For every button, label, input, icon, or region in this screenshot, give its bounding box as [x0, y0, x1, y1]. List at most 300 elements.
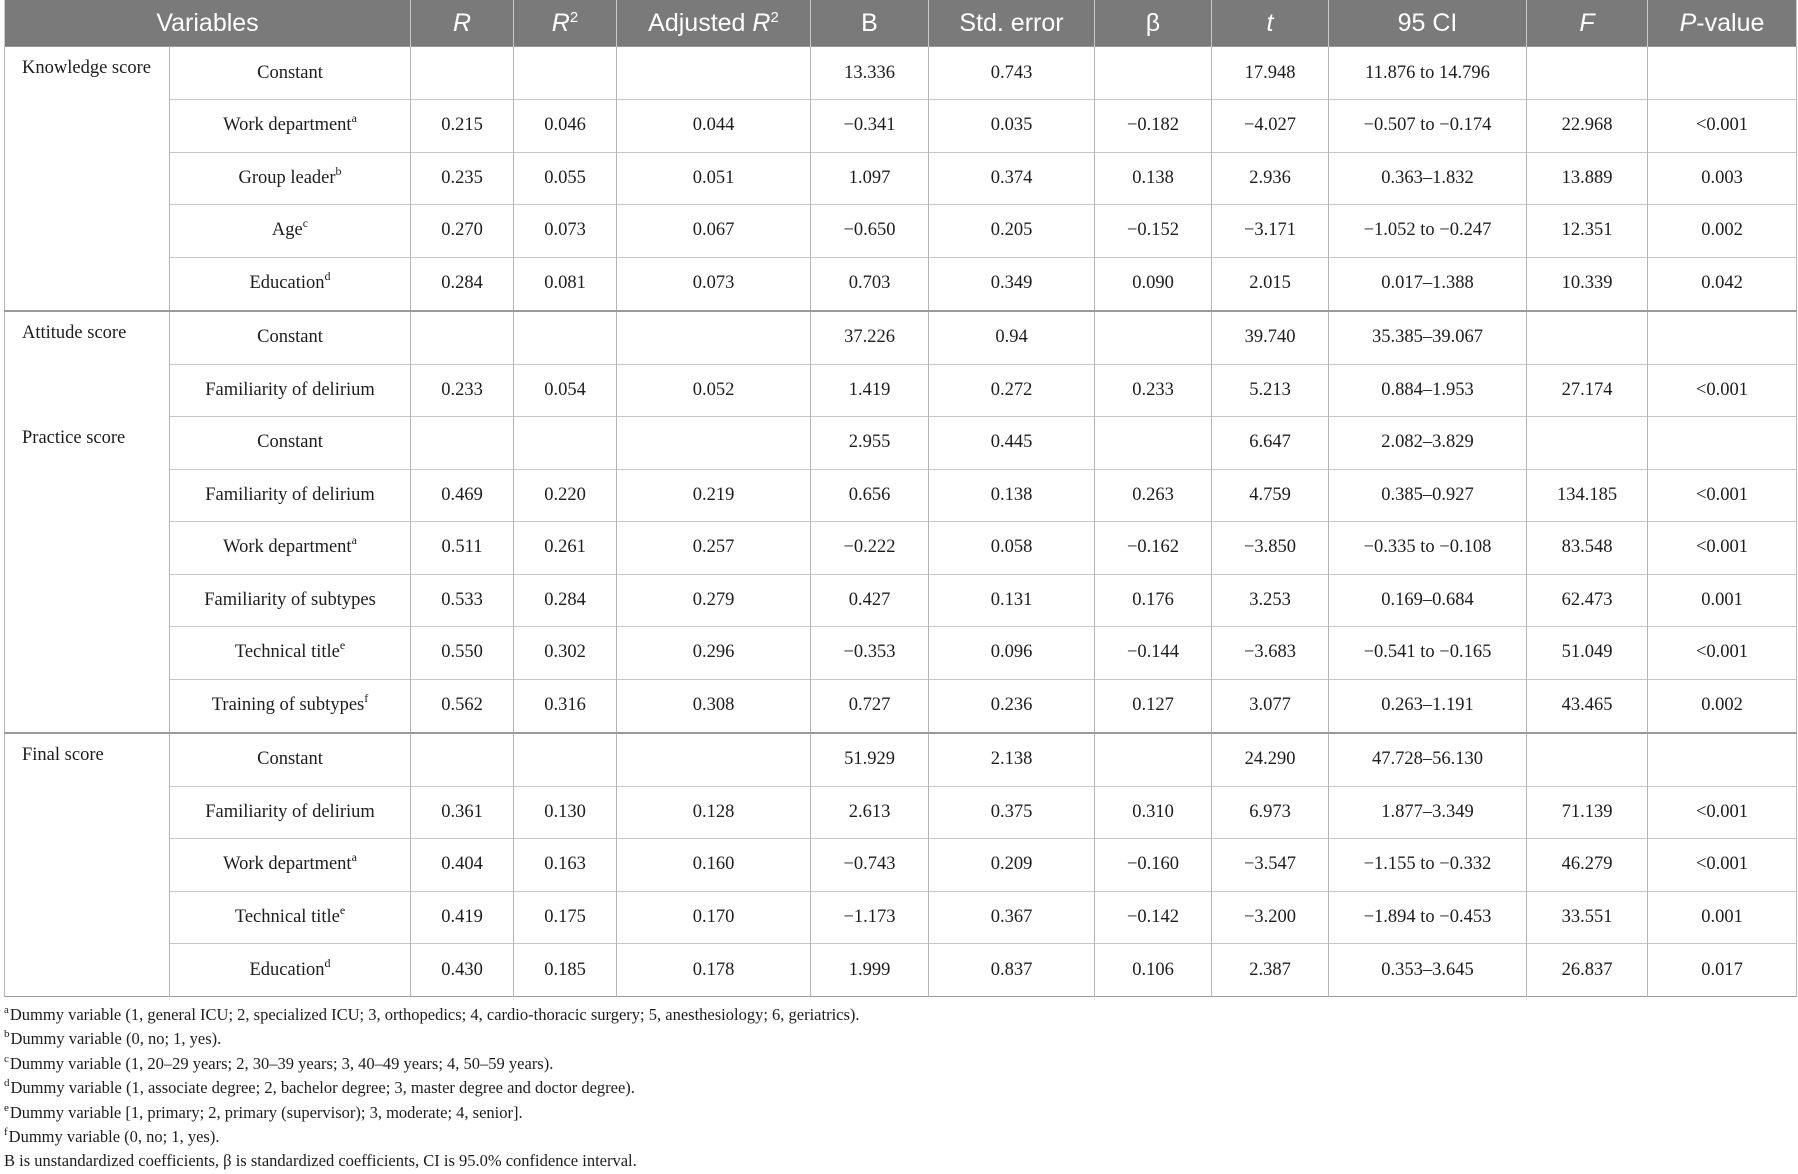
cell-r: [411, 733, 514, 787]
footnote-marker: b: [335, 163, 342, 178]
cell-se: 0.374: [929, 152, 1095, 205]
header-r-text: R: [452, 8, 472, 37]
table-row: [5, 469, 1797, 522]
cell-b: 1.419: [811, 364, 929, 417]
cell-beta: −0.162: [1095, 522, 1212, 575]
cell-r2: 0.261: [514, 522, 617, 575]
variable-name-text: Familiarity of delirium: [205, 379, 375, 400]
cell-b: 1.999: [811, 944, 929, 997]
cell-ci: 0.363–1.832: [1329, 152, 1527, 205]
cell-t: 2.015: [1212, 257, 1329, 311]
cell-se: 0.096: [929, 627, 1095, 680]
group-label: Practice score: [5, 417, 170, 470]
cell-ci: −0.541 to −0.165: [1329, 627, 1527, 680]
cell-f: 26.837: [1527, 944, 1648, 997]
cell-t: 4.759: [1212, 469, 1329, 522]
variable-name: [170, 47, 411, 100]
regression-table-container: [4, 0, 1796, 1174]
cell-adj: 0.219: [617, 469, 811, 522]
cell-r: 0.215: [411, 100, 514, 153]
footnote: [4, 1003, 1796, 1027]
cell-r2: 0.046: [514, 100, 617, 153]
variable-name-text: Work department: [223, 537, 352, 558]
cell-beta: 0.310: [1095, 786, 1212, 839]
cell-p: <0.001: [1648, 522, 1797, 575]
cell-p: 0.017: [1648, 944, 1797, 997]
variable-name: [170, 364, 411, 417]
table-row: [5, 786, 1797, 839]
cell-b: −0.743: [811, 839, 929, 892]
cell-se: 0.349: [929, 257, 1095, 311]
cell-beta: −0.152: [1095, 205, 1212, 258]
group-label: [5, 839, 170, 892]
cell-adj: 0.052: [617, 364, 811, 417]
cell-ci: −0.507 to −0.174: [1329, 100, 1527, 153]
cell-t: 3.253: [1212, 574, 1329, 627]
footnote-marker: a: [351, 533, 357, 548]
header-adjusted-r2: [617, 0, 811, 47]
cell-f: 46.279: [1527, 839, 1648, 892]
cell-r2: [514, 311, 617, 365]
cell-beta: −0.160: [1095, 839, 1212, 892]
footnote-marker: b: [4, 1028, 10, 1041]
cell-f: 22.968: [1527, 100, 1648, 153]
cell-b: −0.222: [811, 522, 929, 575]
variable-name-text: Familiarity of delirium: [205, 484, 375, 505]
variable-name-text: Work department: [223, 854, 352, 875]
cell-r: 0.361: [411, 786, 514, 839]
footnote: [4, 1101, 1796, 1125]
cell-adj: 0.178: [617, 944, 811, 997]
cell-beta: [1095, 311, 1212, 365]
cell-adj: 0.128: [617, 786, 811, 839]
cell-r: 0.469: [411, 469, 514, 522]
cell-b: −1.173: [811, 891, 929, 944]
cell-p: 0.002: [1648, 679, 1797, 733]
footnote-marker: d: [324, 269, 331, 283]
variable-name: [170, 152, 411, 205]
cell-r2: 0.073: [514, 205, 617, 258]
group-label: [5, 469, 170, 522]
cell-b: 51.929: [811, 733, 929, 787]
cell-r: 0.404: [411, 839, 514, 892]
group-label: [5, 627, 170, 680]
cell-ci: 0.385–0.927: [1329, 469, 1527, 522]
cell-f: 33.551: [1527, 891, 1648, 944]
cell-p: [1648, 417, 1797, 470]
cell-f: [1527, 311, 1648, 365]
cell-b: 37.226: [811, 311, 929, 365]
cell-adj: [617, 47, 811, 100]
cell-b: 2.613: [811, 786, 929, 839]
cell-ci: 0.353–3.645: [1329, 944, 1527, 997]
header-t: [1212, 0, 1329, 47]
variable-name: [170, 100, 411, 153]
table-row: [5, 679, 1797, 733]
variable-name-text: Education: [249, 273, 325, 293]
cell-f: 51.049: [1527, 627, 1648, 680]
cell-r: 0.235: [411, 152, 514, 205]
cell-f: 43.465: [1527, 679, 1648, 733]
cell-beta: 0.233: [1095, 364, 1212, 417]
variable-name-text: Work department: [223, 115, 352, 136]
table-row: [5, 311, 1797, 365]
cell-ci: 0.169–0.684: [1329, 574, 1527, 627]
footnote-text: Dummy variable (1, associate degree; 2, bachelor degree; 3, master degree and doctor degree).: [10, 1078, 635, 1098]
header-f-text: F: [1579, 8, 1595, 37]
cell-ci: 11.876 to 14.796: [1329, 47, 1527, 100]
cell-ci: −1.894 to −0.453: [1329, 891, 1527, 944]
footnote: [4, 1149, 1796, 1173]
footnote-marker: a: [4, 1004, 9, 1016]
cell-f: 71.139: [1527, 786, 1648, 839]
variable-name: [170, 522, 411, 575]
cell-t: 24.290: [1212, 733, 1329, 787]
cell-ci: 2.082–3.829: [1329, 417, 1527, 470]
header-adj-prefix: Adjusted: [648, 8, 753, 37]
cell-t: −3.171: [1212, 205, 1329, 258]
cell-t: −4.027: [1212, 100, 1329, 153]
cell-r2: 0.163: [514, 839, 617, 892]
table-row: [5, 944, 1797, 997]
group-label: [5, 944, 170, 997]
cell-p: [1648, 311, 1797, 365]
footnote: [4, 1076, 1796, 1100]
cell-r: 0.533: [411, 574, 514, 627]
cell-r: [411, 311, 514, 365]
cell-b: −0.341: [811, 100, 929, 153]
cell-adj: 0.051: [617, 152, 811, 205]
header-r2-sup: 2: [569, 8, 579, 26]
regression-table: [4, 0, 1797, 997]
cell-r2: 0.130: [514, 786, 617, 839]
group-label: [5, 257, 170, 311]
cell-f: [1527, 47, 1648, 100]
header-p-rest: -value: [1696, 8, 1765, 37]
variable-name-text: Technical title: [234, 642, 340, 663]
variable-name-text: Constant: [257, 62, 323, 83]
cell-adj: 0.279: [617, 574, 811, 627]
table-header-row: [5, 0, 1797, 47]
cell-p: 0.042: [1648, 257, 1797, 311]
cell-se: 0.131: [929, 574, 1095, 627]
cell-se: 0.209: [929, 839, 1095, 892]
cell-b: −0.650: [811, 205, 929, 258]
footnote-marker: a: [351, 850, 357, 865]
cell-t: −3.683: [1212, 627, 1329, 680]
table-row: [5, 100, 1797, 153]
variable-name-text: Technical title: [234, 906, 340, 927]
cell-r: 0.284: [411, 257, 514, 311]
variable-name: [170, 574, 411, 627]
footnote-marker: f: [4, 1125, 8, 1138]
cell-ci: 35.385–39.067: [1329, 311, 1527, 365]
cell-se: 0.445: [929, 417, 1095, 470]
table-row: [5, 47, 1797, 100]
footnote-marker: e: [339, 902, 346, 917]
group-label: [5, 522, 170, 575]
cell-b: 2.955: [811, 417, 929, 470]
cell-f: [1527, 733, 1648, 787]
cell-r2: 0.081: [514, 257, 617, 311]
cell-adj: 0.067: [617, 205, 811, 258]
cell-se: 0.058: [929, 522, 1095, 575]
variable-name: [170, 944, 411, 997]
cell-f: 27.174: [1527, 364, 1648, 417]
cell-se: 0.367: [929, 891, 1095, 944]
cell-t: 17.948: [1212, 47, 1329, 100]
group-label: Knowledge score: [5, 47, 170, 100]
cell-r: 0.430: [411, 944, 514, 997]
header-beta: β: [1095, 0, 1212, 47]
cell-p: <0.001: [1648, 100, 1797, 153]
cell-b: 0.656: [811, 469, 929, 522]
cell-r2: 0.185: [514, 944, 617, 997]
cell-r2: [514, 733, 617, 787]
footnote-marker: a: [351, 111, 357, 126]
footnote-marker: e: [4, 1101, 9, 1114]
cell-r: 0.270: [411, 205, 514, 258]
variable-name: [170, 733, 411, 787]
header-p-value: [1648, 0, 1797, 47]
table-row: [5, 839, 1797, 892]
table-row: [5, 364, 1797, 417]
cell-b: 0.727: [811, 679, 929, 733]
cell-p: 0.001: [1648, 891, 1797, 944]
header-r2-base: R: [551, 8, 570, 37]
cell-p: [1648, 47, 1797, 100]
cell-se: 0.272: [929, 364, 1095, 417]
group-label: Attitude score: [5, 311, 170, 365]
header-t-text: t: [1266, 8, 1274, 37]
table-row: [5, 891, 1797, 944]
footnote-marker: f: [364, 691, 369, 705]
cell-se: 0.837: [929, 944, 1095, 997]
cell-t: 3.077: [1212, 679, 1329, 733]
header-b: B: [811, 0, 929, 47]
footnote-text: Dummy variable [1, primary; 2, primary (supervisor); 3, moderate; 4, senior].: [9, 1102, 523, 1122]
cell-beta: [1095, 47, 1212, 100]
cell-f: 134.185: [1527, 469, 1648, 522]
cell-adj: 0.073: [617, 257, 811, 311]
cell-beta: 0.090: [1095, 257, 1212, 311]
cell-r: [411, 417, 514, 470]
group-label: [5, 574, 170, 627]
table-row: [5, 627, 1797, 680]
cell-t: −3.547: [1212, 839, 1329, 892]
cell-r2: 0.055: [514, 152, 617, 205]
header-std-error: Std. error: [929, 0, 1095, 47]
variable-name: [170, 417, 411, 470]
cell-p: [1648, 733, 1797, 787]
variable-name-text: Familiarity of subtypes: [204, 589, 376, 610]
cell-b: −0.353: [811, 627, 929, 680]
footnote-marker: e: [339, 638, 346, 653]
variable-name: [170, 627, 411, 680]
group-label: [5, 786, 170, 839]
table-row: [5, 257, 1797, 311]
cell-t: 39.740: [1212, 311, 1329, 365]
cell-beta: −0.144: [1095, 627, 1212, 680]
variable-name: [170, 205, 411, 258]
variable-name-text: Constant: [257, 749, 323, 769]
footnote-marker: d: [324, 955, 331, 970]
variable-name-text: Training of subtypes: [211, 695, 365, 715]
cell-se: 0.035: [929, 100, 1095, 153]
table-row: [5, 417, 1797, 470]
group-label: [5, 679, 170, 733]
table-row: [5, 522, 1797, 575]
group-label: [5, 100, 170, 153]
cell-b: 1.097: [811, 152, 929, 205]
cell-ci: −1.155 to −0.332: [1329, 839, 1527, 892]
footnote: [4, 1052, 1796, 1076]
cell-r: 0.511: [411, 522, 514, 575]
cell-f: 13.889: [1527, 152, 1648, 205]
table-row: [5, 152, 1797, 205]
cell-beta: 0.127: [1095, 679, 1212, 733]
cell-ci: −1.052 to −0.247: [1329, 205, 1527, 258]
header-adj-r: R: [752, 8, 771, 37]
footnotes: [4, 1003, 1796, 1174]
cell-adj: [617, 733, 811, 787]
header-ci: 95 CI: [1329, 0, 1527, 47]
cell-se: 0.236: [929, 679, 1095, 733]
variable-name-text: Familiarity of delirium: [205, 801, 375, 822]
cell-se: 0.375: [929, 786, 1095, 839]
group-label: [5, 364, 170, 417]
cell-p: <0.001: [1648, 627, 1797, 680]
table-row: [5, 205, 1797, 258]
table-row: [5, 733, 1797, 787]
variable-name: [170, 469, 411, 522]
cell-f: 83.548: [1527, 522, 1648, 575]
variable-name-text: Education: [249, 959, 325, 980]
cell-beta: [1095, 417, 1212, 470]
cell-r: 0.562: [411, 679, 514, 733]
cell-r: [411, 47, 514, 100]
cell-t: −3.850: [1212, 522, 1329, 575]
header-adj-sup: 2: [770, 8, 779, 26]
footnote: [4, 1125, 1796, 1149]
cell-t: 6.647: [1212, 417, 1329, 470]
cell-b: 0.427: [811, 574, 929, 627]
variable-name-text: Group leader: [238, 167, 336, 188]
cell-adj: 0.044: [617, 100, 811, 153]
cell-ci: 0.884–1.953: [1329, 364, 1527, 417]
group-label: [5, 205, 170, 258]
variable-name: [170, 786, 411, 839]
table-row: [5, 574, 1797, 627]
group-label: Final score: [5, 733, 170, 787]
group-label: [5, 891, 170, 944]
cell-adj: 0.296: [617, 627, 811, 680]
cell-f: 10.339: [1527, 257, 1648, 311]
cell-beta: 0.106: [1095, 944, 1212, 997]
cell-p: 0.002: [1648, 205, 1797, 258]
cell-ci: 47.728–56.130: [1329, 733, 1527, 787]
cell-r2: [514, 417, 617, 470]
cell-beta: 0.138: [1095, 152, 1212, 205]
footnote-text: Dummy variable (1, 20–29 years; 2, 30–39 years; 3, 40–49 years; 4, 50–59 years).: [9, 1053, 554, 1073]
header-f: [1527, 0, 1648, 47]
cell-t: −3.200: [1212, 891, 1329, 944]
cell-r: 0.419: [411, 891, 514, 944]
cell-ci: 0.017–1.388: [1329, 257, 1527, 311]
cell-adj: 0.160: [617, 839, 811, 892]
footnote-text: Dummy variable (1, general ICU; 2, specialized ICU; 3, orthopedics; 4, cardio-thoracic surgery; 5, anesthesiology; 6, geriatrics).: [9, 1005, 860, 1024]
cell-f: [1527, 417, 1648, 470]
header-r: [411, 0, 514, 47]
footnote: [4, 1027, 1796, 1051]
cell-r2: 0.220: [514, 469, 617, 522]
footnote-marker: c: [302, 216, 309, 231]
cell-f: 62.473: [1527, 574, 1648, 627]
cell-b: 13.336: [811, 47, 929, 100]
cell-se: 0.94: [929, 311, 1095, 365]
cell-adj: [617, 311, 811, 365]
cell-se: 0.743: [929, 47, 1095, 100]
variable-name: [170, 839, 411, 892]
variable-name: [170, 311, 411, 365]
cell-r: 0.550: [411, 627, 514, 680]
table-body: [5, 47, 1797, 997]
cell-beta: −0.182: [1095, 100, 1212, 153]
cell-p: 0.003: [1648, 152, 1797, 205]
cell-se: 0.205: [929, 205, 1095, 258]
cell-r2: 0.316: [514, 679, 617, 733]
cell-p: <0.001: [1648, 469, 1797, 522]
cell-t: 5.213: [1212, 364, 1329, 417]
cell-adj: 0.257: [617, 522, 811, 575]
cell-b: 0.703: [811, 257, 929, 311]
cell-adj: 0.170: [617, 891, 811, 944]
cell-t: 6.973: [1212, 786, 1329, 839]
cell-ci: 1.877–3.349: [1329, 786, 1527, 839]
cell-ci: −0.335 to −0.108: [1329, 522, 1527, 575]
cell-t: 2.387: [1212, 944, 1329, 997]
cell-beta: −0.142: [1095, 891, 1212, 944]
cell-p: <0.001: [1648, 364, 1797, 417]
variable-name-text: Constant: [257, 327, 323, 347]
variable-name-text: Constant: [257, 432, 323, 453]
footnote-marker: c: [4, 1052, 9, 1065]
cell-adj: [617, 417, 811, 470]
footnote-text: Dummy variable (0, no; 1, yes).: [8, 1126, 220, 1146]
cell-r2: 0.302: [514, 627, 617, 680]
cell-t: 2.936: [1212, 152, 1329, 205]
group-label: [5, 152, 170, 205]
cell-adj: 0.308: [617, 679, 811, 733]
header-p-italic: P: [1679, 8, 1697, 37]
variable-name: [170, 891, 411, 944]
cell-beta: 0.263: [1095, 469, 1212, 522]
cell-r2: 0.284: [514, 574, 617, 627]
variable-name: [170, 257, 411, 311]
footnote-text: Dummy variable (0, no; 1, yes).: [10, 1029, 222, 1049]
footnote-text: B is unstandardized coefficients, β is standardized coefficients, CI is 95.0% confidence interval.: [4, 1151, 637, 1171]
cell-r: 0.233: [411, 364, 514, 417]
cell-p: 0.001: [1648, 574, 1797, 627]
cell-beta: [1095, 733, 1212, 787]
footnote-marker: d: [4, 1077, 10, 1090]
header-variables: Variables: [5, 0, 411, 47]
cell-se: 2.138: [929, 733, 1095, 787]
cell-r2: 0.175: [514, 891, 617, 944]
cell-f: 12.351: [1527, 205, 1648, 258]
variable-name: [170, 679, 411, 733]
header-r2: [514, 0, 617, 47]
